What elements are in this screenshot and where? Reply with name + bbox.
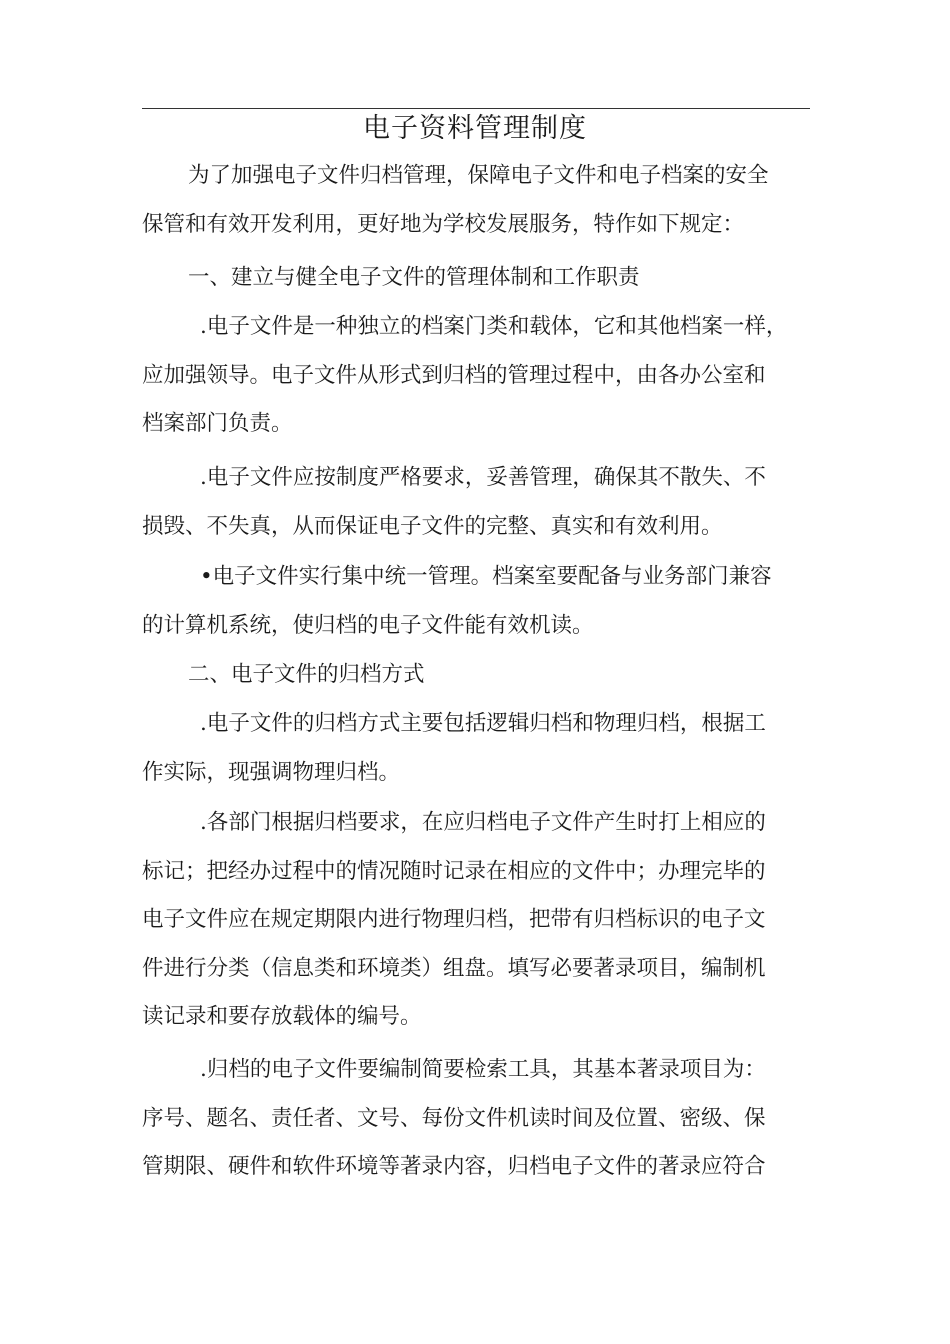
text-line: 一、建立与健全电子文件的管理体制和工作职责	[188, 265, 640, 290]
text-line: 标记；把经办过程中的情况随时记录在相应的文件中；办理完毕的	[142, 858, 766, 884]
text-line: •电子文件实行集中统一管理。档案室要配备与业务部门兼容	[200, 564, 772, 589]
paragraph-item	[142, 303, 814, 449]
paragraph-item	[142, 700, 814, 797]
text-line: 的计算机系统，使归档的电子文件能有效机读。	[142, 612, 594, 638]
text-line: 管期限、硬件和软件环境等著录内容，归档电子文件的著录应符合	[142, 1154, 766, 1179]
section-heading-2	[142, 651, 814, 700]
text-line: 档案部门负责。	[142, 411, 293, 436]
paragraph-item	[142, 454, 814, 551]
text-line: 件进行分类（信息类和环境类）组盘。填写必要著录项目，编制机	[142, 955, 766, 981]
paragraph-item	[142, 553, 814, 650]
text-line: .电子文件是一种独立的档案门类和载体，它和其他档案一样，	[200, 314, 788, 339]
paragraph-intro	[142, 152, 814, 249]
text-line: 损毁、不失真，从而保证电子文件的完整、真实和有效利用。	[142, 513, 723, 539]
text-line: .归档的电子文件要编制简要检索工具，其基本著录项目为：	[200, 1057, 766, 1082]
paragraph-item	[142, 799, 814, 1042]
section-heading-1	[142, 254, 814, 303]
text-line: .电子文件的归档方式主要包括逻辑归档和物理归档，根据工	[200, 711, 766, 736]
text-line: 读记录和要存放载体的编号。	[142, 1004, 422, 1029]
text-line: .电子文件应按制度严格要求，妥善管理，确保其不散失、不	[200, 465, 766, 490]
text-line: .各部门根据归档要求，在应归档电子文件产生时打上相应的	[200, 810, 766, 835]
text-line: 电子文件应在规定期限内进行物理归档，把带有归档标识的电子文	[142, 907, 766, 932]
document-title: 电子资料管理制度	[363, 113, 587, 144]
text-line: 保管和有效开发利用，更好地为学校发展服务，特作如下规定：	[142, 211, 745, 237]
text-line: 序号、题名、责任者、文号、每份文件机读时间及位置、密级、保	[142, 1105, 766, 1131]
text-line: 为了加强电子文件归档管理，保障电子文件和电子档案的安全	[188, 163, 769, 188]
text-line: 应加强领导。电子文件从形式到归档的管理过程中，由各办公室和	[142, 362, 766, 388]
text-line: 作实际，现强调物理归档。	[142, 759, 401, 785]
paragraph-item	[142, 1046, 814, 1192]
text-line: 二、电子文件的归档方式	[188, 662, 425, 687]
